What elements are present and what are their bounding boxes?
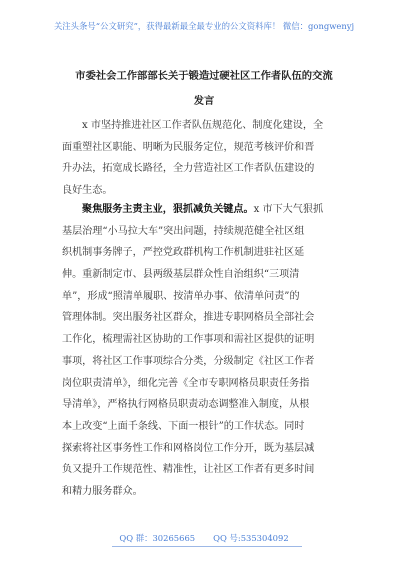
paragraph-line: 单”，形成“照清单履职、按清单办事、依清单问责”的 [62, 290, 300, 302]
paragraph-reduce-burden [62, 199, 352, 503]
paragraph-first-line [62, 199, 352, 221]
paragraph-line: 探索将社区事务性工作和网格岗位工作分开，既为基层减 [62, 442, 315, 454]
document-title-line-2: 发言 [193, 95, 215, 107]
paragraph-line: 负又提升工作规范性、精准性，让社区工作者有更多时间 [62, 464, 315, 476]
paragraph-line: 事项，将社区工作事项综合分类，分级制定《社区工作者 [62, 355, 315, 367]
paragraph-line: 和精力服务群众。 [62, 485, 143, 497]
footer-qq-group: QQ 群：30265665 [119, 533, 196, 543]
paragraph-line: 本上改变“上面千条线、下面一根针”的工作状态。同时 [62, 420, 305, 432]
paragraph-line: 基层治理“小马拉大车”突出问题，持续规范健全社区组 [62, 225, 305, 237]
paragraph-lead-rest: x 市下大气狠抓 [253, 204, 324, 215]
paragraph-intro [62, 115, 352, 202]
paragraph-line: 织机制事务牌子，严控党政群机构工作机制进驻社区延 [62, 247, 305, 259]
paragraph-line: 管理体制。突出服务社区群众，推进专职网格员全部社会 [62, 312, 315, 324]
header-note: 关注头条号“公文研究”，获得最新最全最专业的公文资料库！ 微信：gongwenyj [53, 21, 355, 31]
footer-contact [0, 532, 408, 544]
paragraph-line: 岗位职责清单》，细化完善《全市专职网格员职责任务指 [62, 377, 310, 389]
paragraph-line: 伸。重新制定市、县两级基层群众性自治组织“三项清 [62, 269, 300, 281]
paragraph-line: 导清单》，严格执行网格员职责动态调整准入制度，从根 [62, 399, 310, 411]
paragraph-line: 良好生态。 [62, 185, 113, 197]
footer-divider [112, 546, 302, 547]
paragraph-line: 升办法，拓宽成长路径，全力营造社区工作者队伍建设的 [62, 163, 315, 175]
paragraph-lead-heading: 聚焦服务主责主业，狠抓减负关键点。 [82, 204, 254, 215]
document-title-line-1: 市委社会工作部部长关于锻造过硬社区工作者队伍的交流 [75, 70, 333, 82]
footer-qq-number: QQ 号:535304092 [213, 533, 289, 543]
paragraph-line: 工作化，梳理需社区协助的工作事项和需社区提供的证明 [62, 334, 315, 346]
paragraph-line: x 市坚持推进社区工作者队伍规范化、制度化建设，全 [82, 120, 324, 131]
paragraph-line: 面重塑社区职能、明晰为民服务定位，规范考核评价和晋 [62, 141, 315, 153]
